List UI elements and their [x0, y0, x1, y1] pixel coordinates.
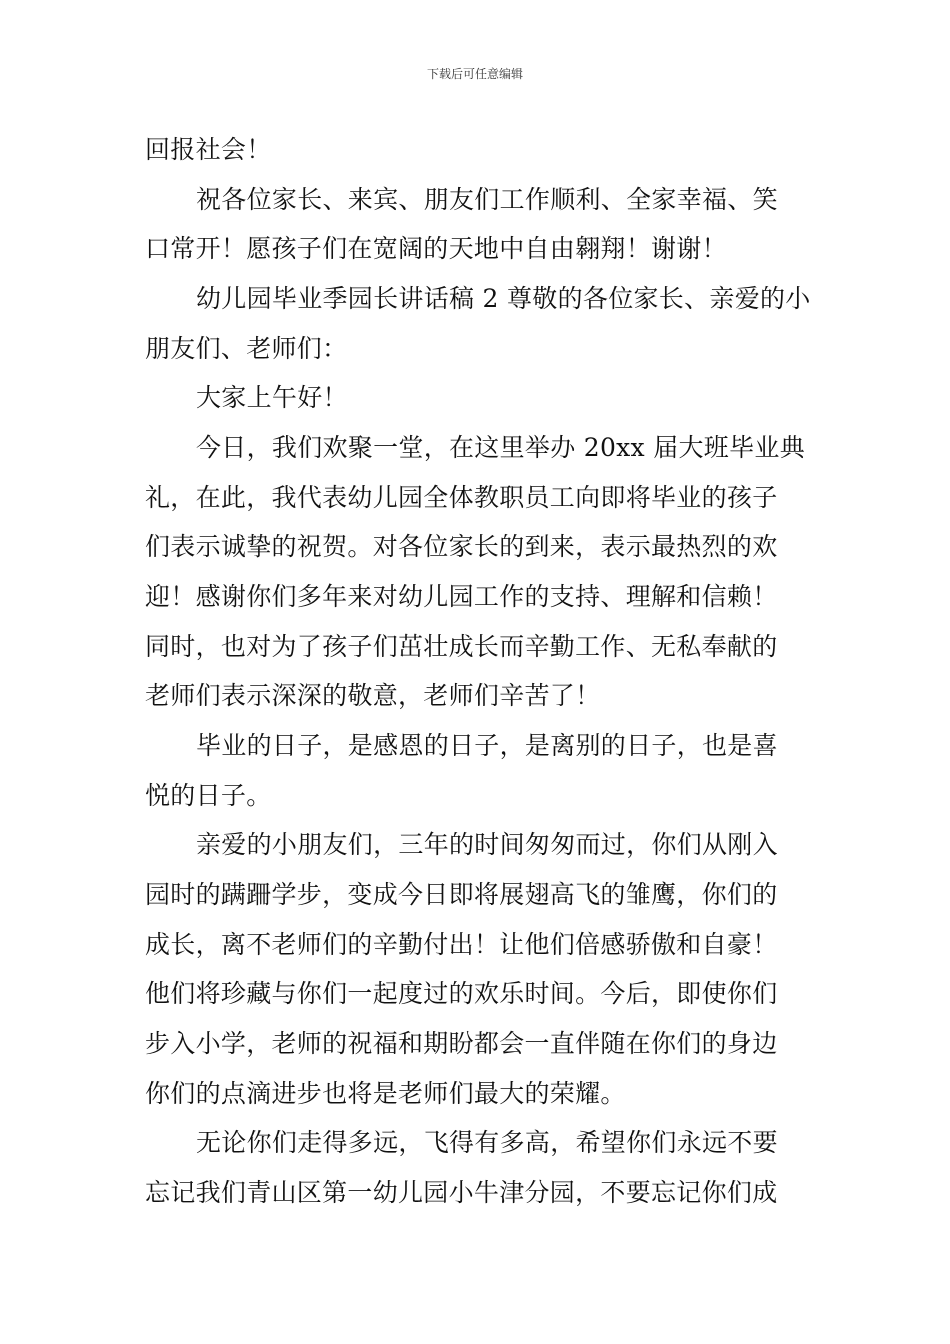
text-line: 成长，离不老师们的辛勤付出！让他们倍感骄傲和自豪！ [145, 930, 778, 959]
text-line: 口常开！愿孩子们在宽阔的天地中自由翱翔！谢谢！ [145, 234, 727, 263]
text-line: 亲爱的小朋友们，三年的时间匆匆而过，你们从刚入 [196, 830, 778, 859]
text-line: 迎！感谢你们多年来对幼儿园工作的支持、理解和信赖！ [145, 582, 778, 611]
text-line: 无论你们走得多远，飞得有多高，希望你们永远不要 [196, 1128, 778, 1157]
text-line: 悦的日子。 [145, 781, 272, 810]
text-line: 礼，在此，我代表幼儿园全体教职员工向即将毕业的孩子 [145, 483, 778, 512]
text-line: 毕业的日子，是感恩的日子，是离别的日子，也是喜 [196, 731, 778, 760]
text-line: 你们的点滴进步也将是老师们最大的荣耀。 [145, 1079, 626, 1108]
text-line: 同时，也对为了孩子们茁壮成长而辛勤工作、无私奉献的 [145, 632, 778, 661]
text-line: 今日，我们欢聚一堂，在这里举办 20xx 届大班毕业典 [196, 433, 806, 462]
text-line: 步入小学，老师的祝福和期盼都会一直伴随在你们的身边 [145, 1029, 778, 1058]
text-line: 大家上午好！ [196, 383, 348, 412]
text-line: 祝各位家长、来宾、朋友们工作顺利、全家幸福、笑 [196, 185, 778, 214]
text-line: 们表示诚挚的祝贺。对各位家长的到来，表示最热烈的欢 [145, 532, 778, 561]
page-header: 下载后可任意编辑 [426, 67, 523, 81]
text-line: 忘记我们青山区第一幼儿园小牛津分园，不要忘记你们成 [145, 1178, 778, 1207]
text-line: 他们将珍藏与你们一起度过的欢乐时间。今后，即使你们 [145, 979, 778, 1008]
text-line: 幼儿园毕业季园长讲话稿 2 尊敬的各位家长、亲爱的小 [196, 284, 811, 313]
text-line: 回报社会！ [145, 135, 272, 164]
text-line: 园时的蹒跚学步，变成今日即将展翅高飞的雏鹰，你们的 [145, 880, 778, 909]
text-line: 老师们表示深深的敬意，老师们辛苦了！ [145, 681, 601, 710]
text-line: 朋友们、老师们： [145, 334, 348, 363]
